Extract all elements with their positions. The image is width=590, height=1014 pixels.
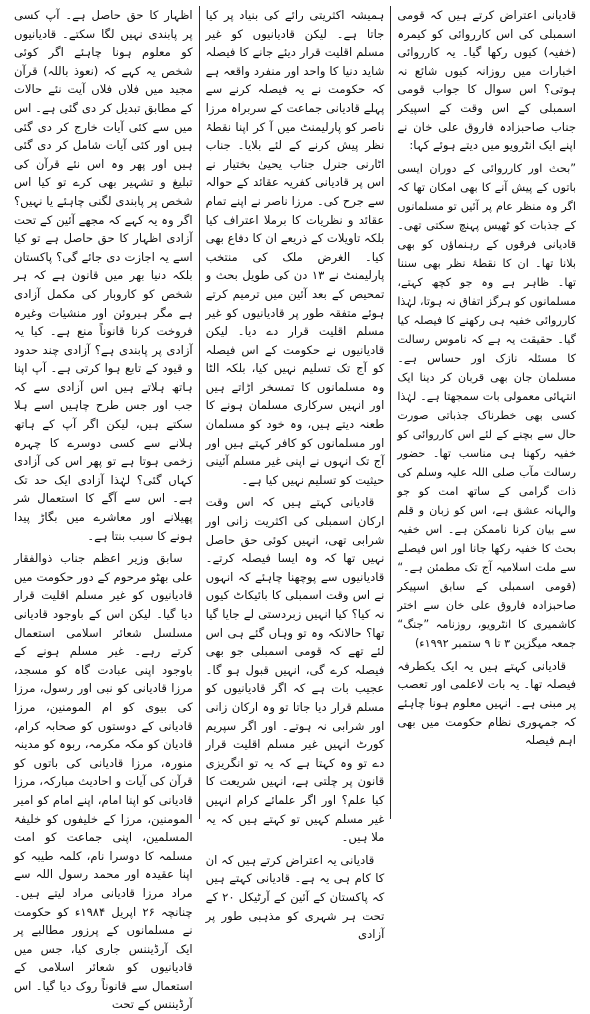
- column-right-paragraph-1: قادیانی اعتراض کرتے ہیں کہ قومی اسمبلی کی اس کارروائی کو کیمرہ (خفیہ) کیوں رکھا گیا۔ یہ کارروائی اخبارات میں روزانہ کیوں شائع نہ ہوتی؟ اس سوال کا جواب قومی اسمبلی کے اس وقت کے اسپیکر جناب صاحبزادہ فاروق علی خان نے اپنے ایک انٹرویو میں دیتے ہوئے کہا:: [397, 8, 576, 153]
- column-right: [391, 6, 582, 819]
- column-middle-paragraph-1: ہمیشہ اکثریتی رائے کی بنیاد پر کیا جاتا ہے۔ لیکن قادیانیوں کو غیر مسلم اقلیت قرار دیئے جانے کا فیصلہ شاید دنیا کا واحد اور منفرد واقعہ ہے کہ حکومت نے یہ فیصلہ کرنے سے پہلے قادیانی جماعت کے سربراہ مرزا ناصر کو پارلیمنٹ میں آ کر اپنا نقطۂ نظر پیش کرنے کے لئے بلایا۔ جناب اٹارنی جنرل جناب یحییٰ بختیار نے اس پر قادیانی کفریہ عقائد کے حوالہ سے جرح کی۔ مرزا ناصر نے اپنے تمام عقائد و نظریات کا برملا اعتراف کیا بلکہ تاویلات کے ذریعے ان کا دفاع بھی کیا۔ الغرض ملک کی منتخب پارلیمنٹ نے ۱۳ دن کی طویل بحث و تمحیص کے بعد آئین میں ترمیم کرتے ہوئے متفقہ طور پر قادیانیوں کو غیر مسلم اقلیت قرار دے دیا۔ لیکن قادیانیوں نے حکومت کے اس فیصلہ کو آج تک تسلیم نہیں کیا، بلکہ الٹا وہ مسلمانوں کا تمسخر اڑاتے ہیں اور انہیں سرکاری مسلمان ہونے کا طعنہ دیتے ہیں، وہ خود کو مسلمان اور مسلمانوں کو کافر کہتے ہیں اور آج تک انہوں نے اپنی غیر مسلم آئینی حیثیت کو تسلیم نہیں کیا ہے۔: [205, 8, 385, 487]
- column-left-paragraph-1: اظہار کا حق حاصل ہے۔ آپ کسی پر پابندی نہیں لگا سکتے۔ قادیانیوں کو معلوم ہونا چاہئے اگر کوئی شخص یہ کہے کہ (نعوذ باللہ) قرآن مجید میں فلاں فلاں آیت نئے حالات کے مطابق تبدیل کر دی گئی ہے۔ اس میں سے کئی آیات خارج کر دی گئی ہیں اور کئی آیات شامل کر دی گئی ہیں اور پھر وہ اس نئے قرآن کی تبلیغ و تشہیر بھی کرے تو کیا اس شخص پر پابندی لگنی چاہئے یا نہیں؟ اگر وہ یہ کہے کہ مجھے آئین کے تحت آزادی اظہار کا حق حاصل ہے تو کیا اسے یہ اجازت دی جائے گی؟ پاکستان بلکہ دنیا بھر میں قانون ہے کہ ہر شخص کو کاروبار کی مکمل آزادی ہے مگر ہیروئن اور منشیات وغیرہ فروخت کرنا قانوناً منع ہے۔ کیا یہ آزادی پر پابندی ہے؟ آزادی چند حدود و قیود کے تابع ہوا کرتی ہے۔ آپ اپنا ہاتھ ہلاتے ہیں اس آزادی سے کہ جب اور جس طرح چاہیں اسے ہلا سکتے ہیں، لیکن اگر آپ کے ہاتھ ہلانے سے کسی دوسرے کا چہرہ زخمی ہوتا ہے تو پھر اس کی آزادی کہاں گئی؟ لہٰذا آزادی ایک حد تک ہے۔ اس سے آگے کا استعمال شر پھیلانے اور معاشرے میں بگاڑ پیدا ہونے کا سبب بنتا ہے۔: [13, 8, 193, 543]
- column-right-paragraph-closing: قادیانی کہتے ہیں یہ ایک یکطرفہ فیصلہ تھا۔ یہ بات لاعلمی اور تعصب پر مبنی ہے۔ انہیں معلوم ہونا چاہئے کہ جمہوری نظام حکومت میں بھی اہم فیصلہ: [397, 658, 576, 748]
- column-left: [8, 6, 199, 1012]
- column-left-paragraph-2: سابق وزیر اعظم جناب ذوالفقار علی بھٹو مرحوم کے دور حکومت میں قادیانیوں کو غیر مسلم اقلیت قرار دیا گیا۔ لیکن اس کے باوجود قادیانی مسلسل شعائر اسلامی استعمال کرتے رہے۔ غیر مسلم ہونے کے باوجود اپنی عبادت گاہ کو مسجد، مرزا قادیانی کو نبی اور رسول، مرزا کی بیوی کو ام المومنین، مرزا قادیانی کے دوستوں کو صحابہ کرام، قادیان کو مکہ مکرمہ، ربوہ کو مدینہ منورہ، مرزا قادیانی کی باتوں کو قرآن کی آیات و احادیث مبارکہ، مرزا قادیانی کو اپنا امام، اپنے امام کو امیر المومنین، مرزا کے خلیفوں کو خلیفۃ المسلمین، اپنی جماعت کو امت مسلمہ کا دوسرا نام، کلمہ طیبہ کو اپنا عقیدہ اور محمد رسول اللہ سے مراد مرزا قادیانی مراد لیتے ہیں۔ چنانچہ ۲۶ اپریل ۱۹۸۴ء کو حکومت نے مسلمانوں کے پرزور مطالبے پر ایک آرڈیننس جاری کیا، جس میں قادیانیوں کو شعائر اسلامی کے استعمال سے قانوناً روک دیا گیا۔ اس آرڈیننس کے تحت: [13, 551, 193, 1012]
- interview-quote: ”بحث اور کارروائی کے دوران ایسی باتوں کے پیش آنے کا بھی امکان تھا کہ اگر وہ منظر عام پر آئیں تو مسلمانوں کے جذبات کو ٹھیس پہنچ سکتی تھی۔ قادیانی فرقوں کے رہنماؤں کو بھی بلانا تھا۔ ان کا نقطۂ نظر بھی سننا تھا۔ ظاہر ہے وہ جو کچھ کہتے، مسلمانوں کو ہرگز اتفاق نہ ہوتا، لہٰذا کارروائی خفیہ ہی رکھنے کا فیصلہ کیا گیا۔ حقیقت یہ ہے کہ ناموس رسالت کا مسئلہ نازک اور حساس ہے۔ مسلمان جان بھی قربان کر دینا ایک انتہائی معمولی بات سمجھتا ہے۔ لہٰذا کسی بھی خطرناک جذباتی صورت حال سے بچنے کے لئے اس کارروائی کو خفیہ رکھنا ہی مناسب تھا۔ حضور رسالت مآب صلی اللہ علیہ وسلم کی ذات گرامی کے ساتھ امت کو جو والہانہ عشق ہے، اس کو زبان و قلم سے بیان کرنا ناممکن ہے۔ اس خفیہ بحث کا خفیہ رکھا جانا اور اس فیصلے سے ملت اسلامیہ آج تک مطمئن ہے۔“ (قومی اسمبلی کے سابق اسپیکر صاحبزادہ فاروق علی خان سے اختر کاشمیری کا انٹرویو، روزنامہ ”جنگ“ جمعہ میگزین ۳ تا ۹ ستمبر ۱۹۹۲ء): [397, 161, 576, 650]
- column-middle-paragraph-2: قادیانی کہتے ہیں کہ اس وقت ارکان اسمبلی کی اکثریت زانی اور شرابی تھی، انہیں کوئی حق حاصل نہیں تھا کہ وہ ایسا فیصلہ کرتے۔ قادیانیوں سے پوچھنا چاہئے کہ انہوں نے اس وقت اسمبلی کا بائیکاٹ کیوں نہ کیا؟ کیا انہیں زبردستی لے جایا گیا تھا؟ حالانکہ وہ تو وہاں گئے ہی اس لئے تھے کہ قومی اسمبلی جو بھی فیصلہ کرے گی، انہیں قبول ہو گا۔ عجیب بات ہے کہ اگر قادیانیوں کو مسلم قرار دیا جاتا تو وہ ارکان زانی اور شرابی نہ ہوتے۔ اور اگر سپریم کورٹ انہیں غیر مسلم اقلیت قرار دے تو وہ کہتا ہے کہ یہ تو انگریزی قانون پر چلتی ہے، انہیں شریعت کا کیا علم؟ اور اگر علمائے کرام انہیں غیر مسلم کہیں تو کہتے ہیں کہ یہ ملا ہیں۔: [205, 495, 385, 845]
- column-middle-paragraph-3: قادیانی یہ اعتراض کرتے ہیں کہ ان کا کام ہی یہ ہے۔ قادیانی کہتے ہیں کہ پاکستان کے آئین کے آرٹیکل ۲۰ کے تحت ہر شہری کو مذہبی طور پر آزادی: [205, 852, 385, 942]
- column-middle: [200, 6, 391, 942]
